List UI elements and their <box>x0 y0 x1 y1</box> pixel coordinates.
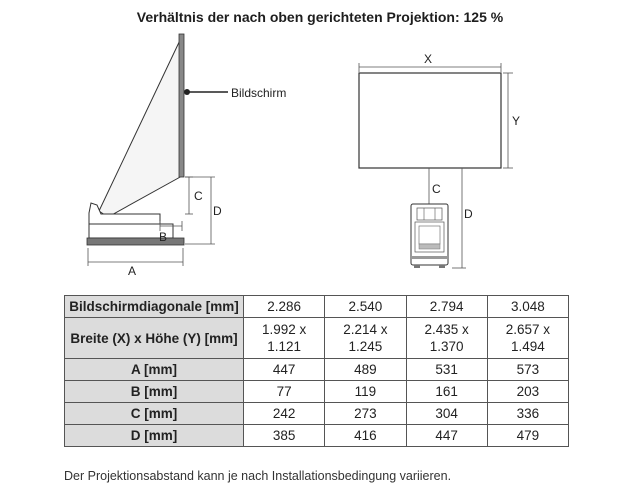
table-cell: 77 <box>244 381 325 403</box>
label-y: Y <box>512 114 521 128</box>
cell-line: 1.121 <box>267 339 302 354</box>
table-cell: 242 <box>244 403 325 425</box>
screen-label: Bildschirm <box>231 86 287 100</box>
cell-line: 2.657 x <box>505 322 551 337</box>
table-cell <box>487 318 568 359</box>
table-cell: 531 <box>406 359 487 381</box>
cell-line: 2.214 x <box>343 322 388 337</box>
projection-beam <box>99 36 182 217</box>
table-cell: 336 <box>487 403 568 425</box>
table-cell: 479 <box>487 425 568 447</box>
floor-base <box>87 238 184 245</box>
front-view <box>359 52 520 268</box>
table-cell: 447 <box>244 359 325 381</box>
table-cell: 273 <box>325 403 406 425</box>
spec-table <box>64 295 569 447</box>
table-cell: 2.794 <box>406 296 487 318</box>
row-header: D [mm] <box>65 425 244 447</box>
label-a: A <box>128 264 137 278</box>
label-d-front: D <box>464 207 473 221</box>
label-x: X <box>424 52 433 66</box>
cell-line: 2.435 x <box>424 322 469 337</box>
label-c-front: C <box>432 182 441 196</box>
table-row <box>65 296 569 318</box>
screen-front <box>359 73 501 168</box>
label-b: B <box>159 230 168 244</box>
screen-side <box>179 34 184 177</box>
screen-leader-dot <box>184 89 190 95</box>
cell-line: 1.494 <box>510 339 545 354</box>
table-cell: 203 <box>487 381 568 403</box>
cell-line: 1.992 x <box>261 322 307 337</box>
footnote: Der Projektionsabstand kann je nach Installationsbedingung variieren. <box>64 469 452 483</box>
table-cell: 2.540 <box>325 296 406 318</box>
table-cell <box>244 318 325 359</box>
table-cell: 416 <box>325 425 406 447</box>
cell-line: 1.370 <box>429 339 464 354</box>
table-cell: 161 <box>406 381 487 403</box>
row-header: Breite (X) x Höhe (Y) [mm] <box>65 318 244 359</box>
table-cell: 447 <box>406 425 487 447</box>
table-cell: 489 <box>325 359 406 381</box>
table-cell: 573 <box>487 359 568 381</box>
table-cell: 2.286 <box>244 296 325 318</box>
row-header: Bildschirmdiagonale [mm] <box>65 296 244 318</box>
side-view <box>87 34 286 278</box>
label-d-side: D <box>213 204 222 218</box>
table-row <box>65 425 569 447</box>
table-row <box>65 403 569 425</box>
table-row <box>65 381 569 403</box>
row-header: A [mm] <box>65 359 244 381</box>
table-row <box>65 359 569 381</box>
label-c-side: C <box>194 189 203 203</box>
table-cell: 3.048 <box>487 296 568 318</box>
table-cell <box>325 318 406 359</box>
table-cell: 304 <box>406 403 487 425</box>
row-header: C [mm] <box>65 403 244 425</box>
table-row <box>65 318 569 359</box>
cell-line: 1.245 <box>348 339 383 354</box>
table-cell <box>406 318 487 359</box>
page-title: Verhältnis der nach oben gerichteten Projektion: 125 % <box>136 9 504 25</box>
table-cell: 119 <box>325 381 406 403</box>
projector-front <box>411 204 448 268</box>
row-header: B [mm] <box>65 381 244 403</box>
table-cell: 385 <box>244 425 325 447</box>
